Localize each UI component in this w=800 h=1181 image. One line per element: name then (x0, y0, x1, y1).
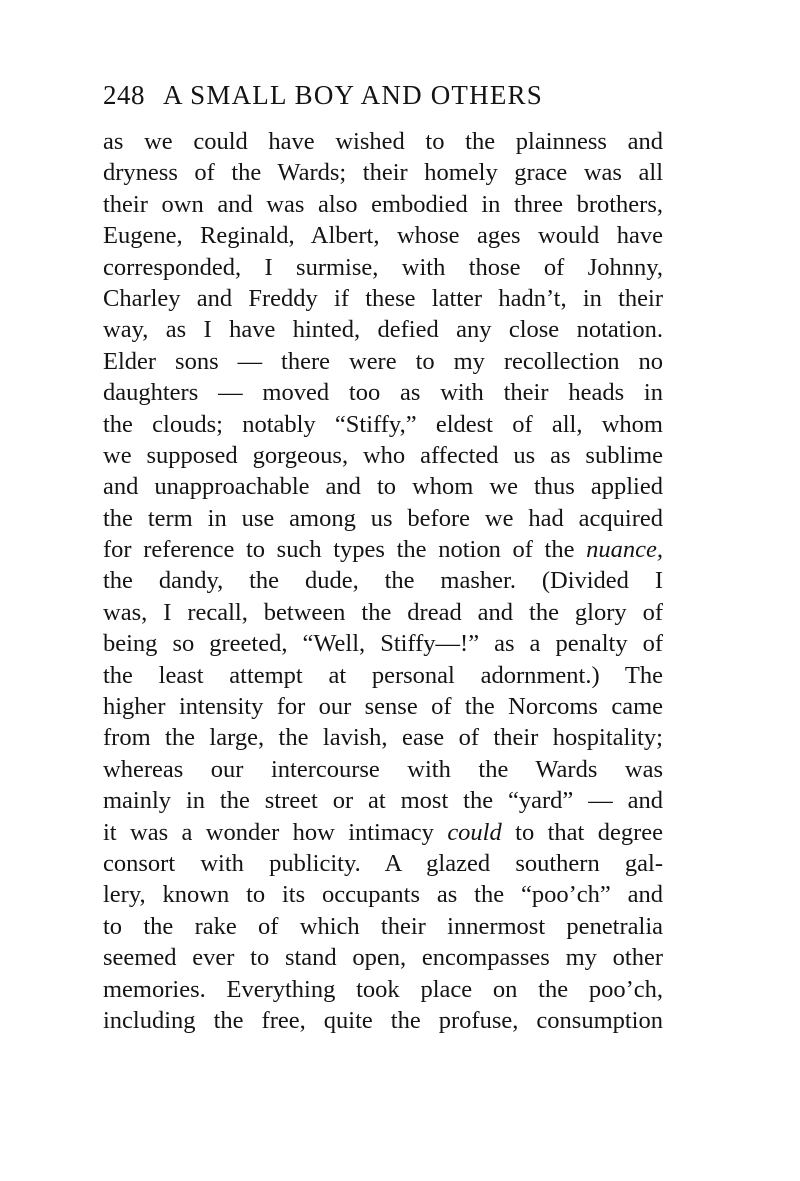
text-line (103, 126, 663, 157)
text-line (103, 942, 663, 973)
text-run: from the large, the lavish, ease of their hospitality; (103, 724, 663, 752)
text-line (103, 785, 663, 816)
text-run: memories. Everything took place on the poo’ch, (103, 975, 663, 1003)
text-line (103, 283, 663, 314)
text-run: lery, known to its occupants as the “poo’ch” and (103, 881, 663, 909)
page-number: 248 (103, 80, 145, 110)
body-text (103, 126, 663, 1036)
text-line (103, 628, 663, 659)
text-line (103, 503, 663, 534)
text-line (103, 754, 663, 785)
running-head (103, 80, 543, 111)
text-run: we supposed gorgeous, who affected us as sublime (103, 441, 663, 469)
text-line (103, 377, 663, 408)
text-line (103, 817, 663, 848)
text-run: for reference to such types the notion of the (103, 536, 587, 564)
text-run: the dandy, the dude, the masher. (Divided I (103, 567, 663, 595)
text-line (103, 471, 663, 502)
text-run: corresponded, I surmise, with those of Johnny, (103, 253, 663, 281)
text-line (103, 346, 663, 377)
text-run: was, I recall, between the dread and the glory of (103, 598, 663, 626)
text-run: to that degree (501, 818, 663, 846)
text-run: higher intensity for our sense of the Norcoms came (103, 693, 663, 721)
text-line (103, 440, 663, 471)
text-line (103, 409, 663, 440)
text-run: and unapproachable and to whom we thus applied (103, 473, 663, 501)
text-run: whereas our intercourse with the Wards was (103, 755, 663, 783)
text-run: as we could have wished to the plainness and (103, 128, 663, 155)
text-line (103, 879, 663, 910)
text-line (103, 565, 663, 596)
text-line (103, 660, 663, 691)
text-line (103, 1005, 663, 1036)
text-line (103, 597, 663, 628)
text-line (103, 189, 663, 220)
text-line (103, 252, 663, 283)
text-run: Charley and Freddy if these latter hadn’t, in their (103, 284, 663, 312)
text-run: the term in use among us before we had acquired (103, 504, 663, 532)
text-run: being so greeted, “Well, Stiffy—!” as a penalty of (103, 630, 663, 658)
book-title: A SMALL BOY AND OTHERS (163, 80, 543, 110)
text-line (103, 220, 663, 251)
italic-text: nuance, (586, 536, 663, 564)
text-run: the clouds; notably “Stiffy,” eldest of all, whom (103, 410, 663, 438)
text-run: including the free, quite the profuse, consumption (103, 1006, 663, 1034)
text-run: way, as I have hinted, defied any close notation. (103, 316, 663, 344)
text-line (103, 911, 663, 942)
text-line (103, 534, 663, 565)
text-run: dryness of the Wards; their homely grace was all (103, 159, 663, 187)
text-line (103, 848, 663, 879)
text-run: to the rake of which their innermost penetralia (103, 912, 663, 940)
text-line (103, 974, 663, 1005)
text-run: Eugene, Reginald, Albert, whose ages would have (103, 222, 663, 250)
text-line (103, 157, 663, 188)
text-line (103, 691, 663, 722)
text-line (103, 722, 663, 753)
text-run: mainly in the street or at most the “yard” — and (103, 787, 663, 815)
text-run: it was a wonder how intimacy (103, 818, 448, 846)
text-line (103, 314, 663, 345)
text-run: their own and was also embodied in three brothers, (103, 190, 663, 218)
text-run: Elder sons — there were to my recollection no (103, 347, 663, 375)
text-run: seemed ever to stand open, encompasses my other (103, 944, 663, 972)
text-run: consort with publicity. A glazed southern gal- (103, 849, 663, 877)
text-run: the least attempt at personal adornment.) The (103, 661, 663, 689)
italic-text: could (447, 818, 502, 846)
text-run: daughters — moved too as with their heads in (103, 379, 663, 407)
